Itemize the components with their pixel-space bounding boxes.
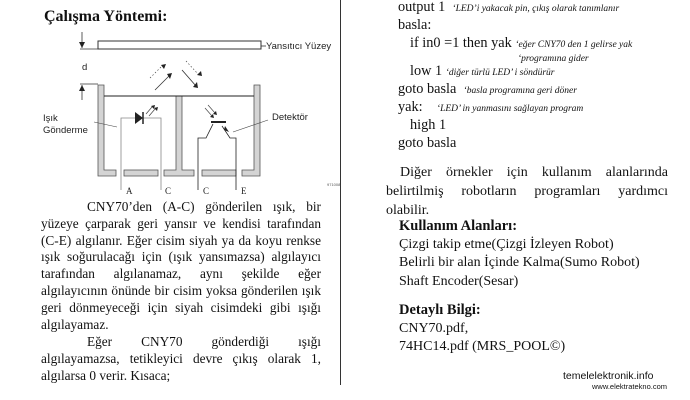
pin-label-c1: C bbox=[165, 186, 172, 196]
emitter-label-line2: Gönderme bbox=[43, 125, 88, 136]
code-line bbox=[398, 116, 632, 134]
code-text: goto basla bbox=[398, 81, 457, 97]
reflective-surface-label: Yansıtıcı Yüzey bbox=[266, 41, 332, 52]
code-line bbox=[398, 80, 632, 98]
code-text: yak: bbox=[398, 99, 423, 115]
pin-label-c2: C bbox=[203, 186, 210, 196]
code-line bbox=[398, 134, 632, 152]
code-comment: ‘diğer türlü LED’ i söndürür bbox=[445, 68, 555, 78]
code-comment: ‘LED’i yakacak pin, çıkış olarak tanımlanır bbox=[452, 4, 620, 14]
code-text: if in0 =1 then yak bbox=[410, 35, 512, 51]
distance-label: d bbox=[82, 62, 88, 73]
code-line bbox=[398, 98, 632, 116]
code-line bbox=[398, 62, 632, 80]
working-method-paragraph-1 bbox=[41, 199, 321, 333]
code-line bbox=[398, 34, 632, 52]
pin-label-e: E bbox=[241, 186, 247, 196]
arrow-down-icon bbox=[79, 42, 85, 48]
code-text: goto basla bbox=[398, 135, 457, 151]
paragraph-text: Eğer CNY70 gönderdiği ışığı algılayamazsa, tetikleyici devre çıkış olarak 1, algılarsa 0 verir. Kısaca; bbox=[41, 334, 321, 383]
code-line bbox=[398, 0, 632, 16]
working-method-paragraph-2 bbox=[41, 334, 321, 384]
code-text: low 1 bbox=[410, 63, 443, 79]
phototransistor-icon bbox=[224, 126, 229, 132]
code-comment: ‘LED’ in yanmasını sağlayan program bbox=[436, 104, 584, 114]
details-heading: Detaylı Bilgi: bbox=[399, 302, 481, 318]
emitter-label-line1: Işık bbox=[43, 113, 58, 124]
column-divider bbox=[340, 0, 341, 385]
watermark-primary: temelelektronik.info bbox=[563, 370, 654, 382]
code-text: high 1 bbox=[410, 117, 447, 133]
code-text: basla: bbox=[398, 17, 432, 33]
details-item-74hc14-pdf[interactable]: 74HC14.pdf (MRS_POOL©) bbox=[399, 339, 566, 354]
usage-item: Belirli bir alan İçinde Kalma(Sumo Robot) bbox=[399, 255, 640, 270]
examples-paragraph: Diğer örnekler için kullanım alanlarında belirtilmiş robotların programları yardımcı olabilir. bbox=[386, 165, 668, 218]
code-line bbox=[398, 16, 632, 34]
code-listing bbox=[398, 0, 632, 152]
divider-mark: 971008 bbox=[327, 182, 341, 187]
detector-label: Detektör bbox=[272, 112, 308, 123]
section-heading-working-method: Çalışma Yöntemi: bbox=[44, 8, 168, 25]
paragraph-text: CNY70’den (A-C) gönderilen ışık, bir yüzeye çarparak geri yansır ve kendisi tarafından (C-E) algılanır. Eğer cisim siyah ya da koyu renkse ışık soğurulacağı için (ışık yansımazsa) algılayıcı tarafından algılanamaz, aynı şekilde eğer algılayıcının önünde bir cisim yoksa gönderilen ışık geri dönmeyeceği için siyah cisimdeki gibi ışığı algılayamaz. bbox=[41, 199, 321, 332]
code-comment: ‘basla programına geri döner bbox=[463, 86, 577, 96]
code-text: output 1 bbox=[398, 0, 446, 15]
code-comment: ‘eğer CNY70 den 1 gelirse yak bbox=[515, 40, 633, 50]
watermark-secondary: www.elektratekno.com bbox=[592, 382, 668, 391]
usage-heading: Kullanım Alanları: bbox=[399, 218, 518, 234]
pin-label-a: A bbox=[126, 186, 133, 196]
code-comment: ‘programına gider bbox=[518, 54, 589, 64]
ray-arrow-up-icon bbox=[167, 73, 172, 79]
led-diode-icon bbox=[135, 112, 143, 124]
details-item-cny70-pdf[interactable]: CNY70.pdf, bbox=[399, 320, 469, 336]
details-section bbox=[399, 301, 565, 357]
usage-item: Çizgi takip etme(Çizgi İzleyen Robot) bbox=[399, 236, 614, 252]
usage-item: Shaft Encoder(Sesar) bbox=[399, 273, 519, 289]
cny70-diagram bbox=[0, 28, 340, 200]
reflective-surface bbox=[98, 41, 261, 49]
arrow-up-icon bbox=[79, 85, 85, 91]
usage-section bbox=[399, 217, 640, 291]
